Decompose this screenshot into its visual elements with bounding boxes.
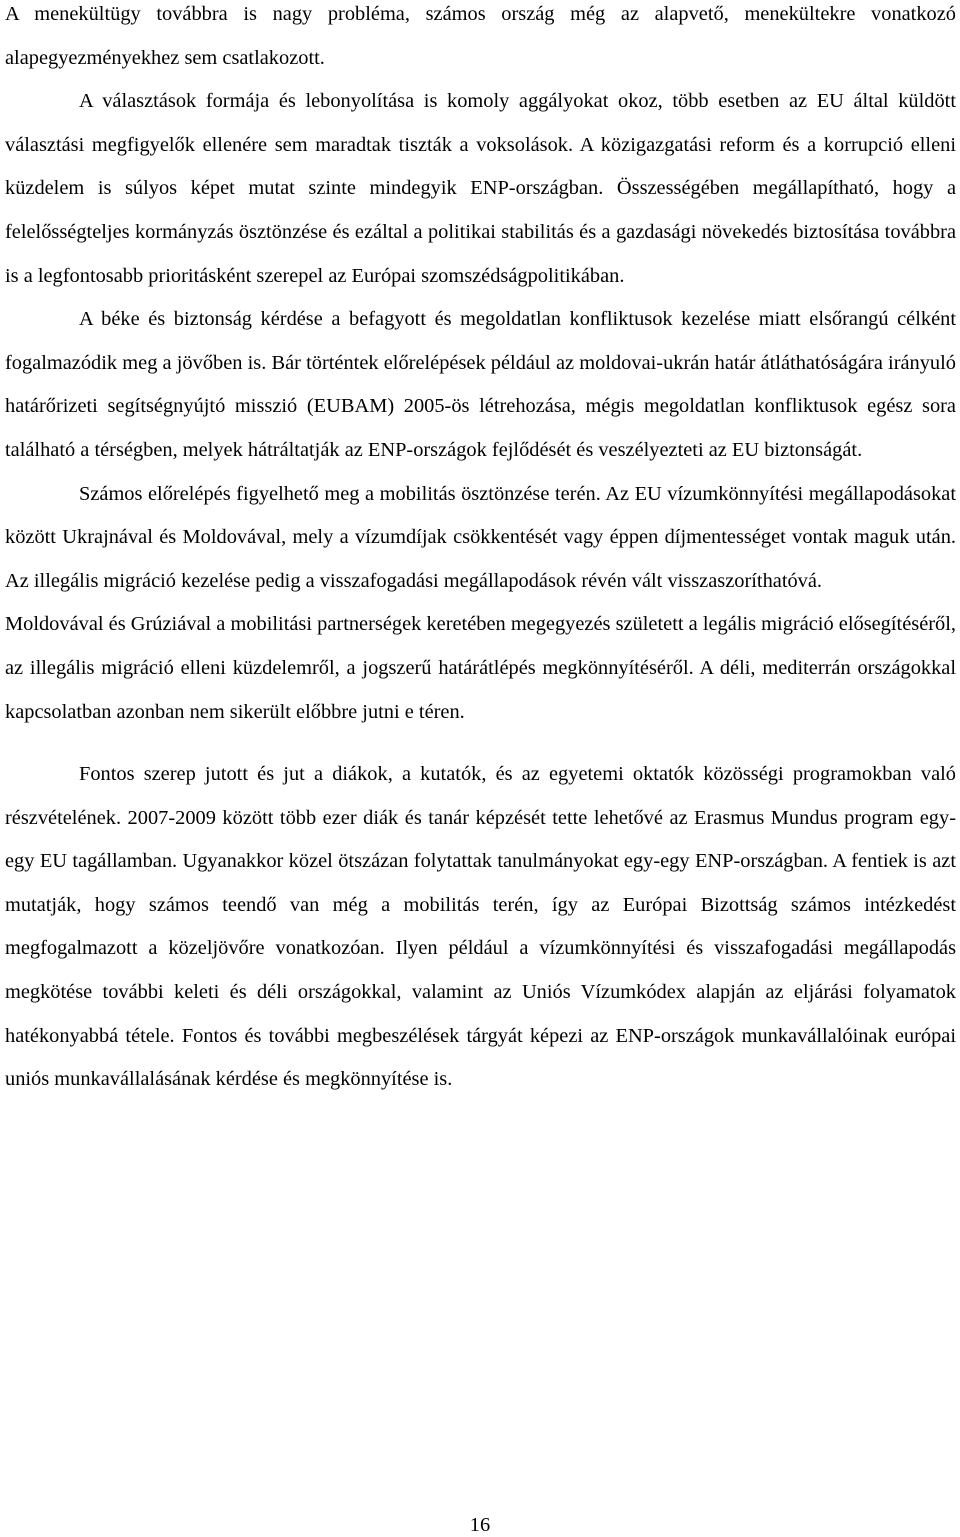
page-number: 16 (469, 1514, 491, 1536)
paragraph-mobility: Számos előrelépés figyelhető meg a mobilitás ösztönzése terén. Az EU vízumkönnyítési megállapodásokat között Ukrajnával és Moldovával, mely a vízumdíjak csökkentését vagy éppen díjmentességet vontak maguk után. Az illegális migráció kezelése pedig a visszafogadási megállapodások révén vált visszaszoríthatóvá. (5, 482, 956, 592)
paragraph-refugees: A menekültügy továbbra is nagy probléma, számos ország még az alapvető, menekültekre vonatkozó alapegyezményekhez sem csatlakozott. (5, 3, 956, 69)
paragraph-mobility-partnerships: Moldovával és Grúziával a mobilitási partnerségek keretében megegyezés született a legális migráció elősegítéséről, az illegális migráció elleni küzdelemről, a jogszerű határátlépés megkönnyítéséről. A déli, mediterrán országokkal kapcsolatban azonban nem sikerült előbbre jutni e téren. (5, 613, 956, 723)
paragraph-peace-security: A béke és biztonság kérdése a befagyott és megoldatlan konfliktusok kezelése miatt elsőrangú célként fogalmazódik meg a jövőben is. Bár történtek előrelépések például az moldovai-ukrán határ átláthatóságára irányuló határőrizeti segítségnyújtó misszió (EUBAM) 2005-ös létrehozása, mégis megoldatlan konfliktusok egész sora található a térségben, melyek hátráltatják az ENP-országok fejlődését és veszélyezteti az EU biztonságát. (5, 308, 956, 461)
document-page (5, 0, 956, 1102)
paragraph-elections-governance: A választások formája és lebonyolítása is komoly aggályokat okoz, több esetben az EU által küldött választási megfigyelők ellenére sem maradtak tiszták a voksolások. A közigazgatási reform és a korrupció elleni küzdelem is súlyos képet mutat szinte mindegyik ENP-országban. Összességében megállapítható, hogy a felelősségteljes kormányzás ösztönzése és ezáltal a politikai stabilitás és a gazdasági növekedés biztosítása továbbra is a legfontosabb prioritásként szerepel az Európai szomszédságpolitikában. (5, 90, 956, 287)
paragraph-education-programs: Fontos szerep jutott és jut a diákok, a kutatók, és az egyetemi oktatók közösségi programokban való részvételének. 2007-2009 között több ezer diák és tanár képzését tette lehetővé az Erasmus Mundus program egy-egy EU tagállamban. Ugyanakkor közel ötszázan folytattak tanulmányokat egy-egy ENP-országban. A fentiek is azt mutatják, hogy számos teendő van még a mobilitás terén, így az Európai Bizottság számos intézkedést megfogalmazott a közeljövőre vonatkozóan. Ilyen például a vízumkönnyítési és visszafogadási megállapodás megkötése további keleti és déli országokkal, valamint az Uniós Vízumkódex alapján az eljárási folyamatok hatékonyabbá tétele. Fontos és további megbeszélések tárgyát képezi az ENP-országok munkavállalóinak európai uniós munkavállalásának kérdése és megkönnyítése is. (5, 763, 956, 1091)
